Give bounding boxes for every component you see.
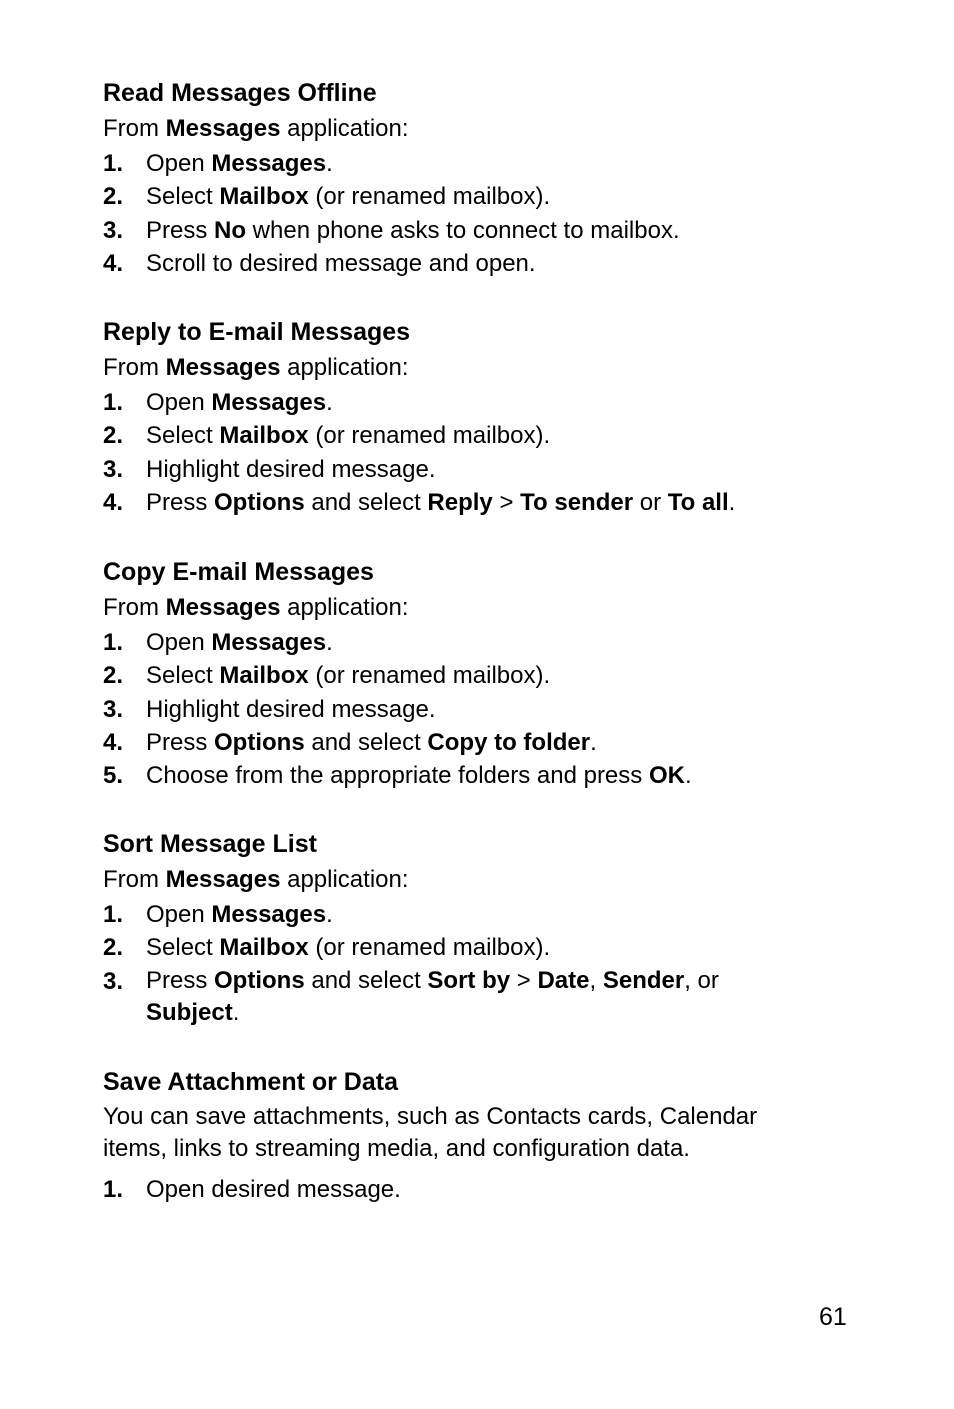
text-run: Open — [146, 150, 212, 177]
text-run: > — [492, 488, 521, 516]
step-text — [146, 729, 597, 756]
text-run: Select — [146, 183, 220, 211]
step-text — [146, 250, 536, 277]
bold-term: Messages — [165, 594, 281, 621]
text-run: application: — [280, 866, 409, 893]
step-item — [103, 759, 863, 792]
bold-term: Messages — [165, 115, 281, 142]
step-text — [146, 629, 333, 656]
step-text — [146, 489, 735, 516]
text-run: application: — [280, 115, 409, 142]
step-number: 4. — [103, 728, 124, 756]
step-item — [103, 247, 863, 280]
step-item — [103, 180, 863, 213]
step-number: 4. — [103, 249, 124, 277]
step-number: 3. — [103, 216, 124, 244]
step-list — [103, 147, 863, 280]
text-run: From — [103, 115, 166, 142]
step-number: 3. — [103, 695, 124, 723]
step-item — [103, 626, 863, 659]
step-text — [146, 965, 786, 1029]
text-run: Choose from the appropriate folders and press — [146, 762, 649, 790]
text-run: Open — [146, 389, 212, 416]
bold-term: To sender — [520, 488, 634, 516]
text-run: Select — [146, 934, 220, 962]
step-item — [103, 486, 863, 519]
section-heading: Reply to E-mail Messages — [103, 318, 411, 346]
step-item — [103, 693, 863, 726]
intro-paragraph — [103, 1101, 823, 1165]
step-text — [146, 422, 550, 449]
step-item — [103, 419, 863, 452]
step-text — [146, 696, 436, 723]
step-item — [103, 214, 863, 247]
step-item — [103, 726, 863, 759]
step-text — [146, 183, 550, 210]
step-text — [146, 762, 692, 789]
text-run: Open desired message. — [146, 1176, 401, 1203]
step-item — [103, 965, 863, 1029]
step-item — [103, 659, 863, 692]
text-run: . — [326, 901, 333, 928]
step-number: 2. — [103, 662, 124, 690]
section-sort-message-list — [103, 829, 863, 1029]
text-run: . — [326, 150, 333, 177]
text-run: and select — [304, 728, 428, 756]
bold-term: Mailbox — [219, 662, 309, 690]
text-run: when phone asks to connect to mailbox. — [246, 216, 680, 244]
text-run: or — [633, 488, 668, 516]
step-list — [103, 1173, 863, 1206]
bold-term: Mailbox — [219, 183, 309, 211]
text-run: Highlight desired message. — [146, 455, 436, 483]
step-item — [103, 1173, 863, 1206]
text-run: , or — [684, 966, 719, 994]
text-run: Press — [146, 216, 215, 244]
intro-line — [103, 351, 863, 384]
text-run: Select — [146, 422, 220, 450]
step-number: 2. — [103, 183, 124, 211]
bold-term: To all — [667, 488, 729, 516]
step-list — [103, 386, 863, 519]
bold-term: Mailbox — [219, 934, 309, 962]
bold-term: Messages — [211, 150, 327, 177]
bold-term: Messages — [211, 629, 327, 656]
text-run: Press — [146, 728, 215, 756]
text-run: . — [590, 728, 597, 756]
intro-line — [103, 112, 863, 145]
text-run: . — [326, 629, 333, 656]
text-run: (or renamed mailbox). — [308, 934, 551, 962]
intro-line — [103, 863, 863, 896]
step-number: 1. — [103, 150, 124, 177]
section-save-attachment-or-data — [103, 1067, 863, 1206]
bold-term: Messages — [165, 354, 281, 381]
step-text — [146, 1176, 401, 1203]
text-run: From — [103, 354, 166, 381]
step-list — [103, 898, 863, 1029]
text-run: From — [103, 866, 166, 893]
section-heading: Sort Message List — [103, 830, 317, 858]
bold-term: Messages — [211, 389, 327, 416]
step-number: 1. — [103, 1176, 124, 1203]
step-text — [146, 934, 550, 961]
step-number: 3. — [103, 967, 124, 995]
step-number: 1. — [103, 629, 124, 656]
step-text — [146, 901, 333, 928]
text-run: (or renamed mailbox). — [308, 662, 551, 690]
bold-term: Reply — [427, 488, 493, 516]
bold-term: Options — [214, 728, 305, 756]
bold-term: Sort by — [427, 966, 511, 994]
bold-term: Copy to folder — [427, 728, 591, 756]
text-run: application: — [280, 594, 409, 621]
text-run: (or renamed mailbox). — [308, 183, 551, 211]
step-item — [103, 898, 863, 931]
bold-term: Sender — [602, 966, 685, 994]
text-run: , — [589, 966, 603, 994]
step-list — [103, 626, 863, 792]
bold-term: No — [214, 216, 247, 244]
step-number: 2. — [103, 422, 124, 450]
text-run: Open — [146, 901, 212, 928]
text-run: You can save attachments, such as Contacts cards, Calendar items, links to streaming media, and configuration data. — [103, 1103, 758, 1162]
step-text — [146, 662, 550, 689]
bold-term: Date — [537, 966, 590, 994]
text-run: . — [684, 762, 692, 790]
page-number: 61 — [819, 1303, 847, 1331]
section-reply-to-email-messages — [103, 317, 863, 519]
bold-term: Options — [214, 488, 305, 516]
text-run: Press — [146, 488, 215, 516]
text-run: and select — [304, 966, 428, 994]
text-run: > — [510, 966, 538, 994]
text-run: application: — [280, 354, 409, 381]
step-text — [146, 150, 333, 177]
section-copy-email-messages — [103, 557, 863, 792]
step-number: 2. — [103, 934, 124, 962]
section-read-messages-offline — [103, 78, 863, 280]
step-item — [103, 453, 863, 486]
step-number: 1. — [103, 901, 124, 928]
step-number: 4. — [103, 488, 124, 516]
section-heading: Copy E-mail Messages — [103, 558, 374, 586]
text-run: From — [103, 594, 166, 621]
step-item — [103, 147, 863, 180]
step-text — [146, 456, 436, 483]
step-number: 5. — [103, 762, 124, 790]
text-run: Scroll to desired message and open. — [146, 249, 536, 277]
text-run: . — [326, 389, 333, 416]
bold-term: Messages — [211, 901, 327, 928]
step-item — [103, 931, 863, 964]
text-run: . — [232, 998, 240, 1026]
step-number: 1. — [103, 389, 124, 416]
step-text — [146, 389, 333, 416]
step-text — [146, 217, 680, 244]
section-heading: Save Attachment or Data — [103, 1068, 398, 1096]
intro-line — [103, 591, 863, 624]
bold-term: Subject — [146, 998, 233, 1026]
text-run: . — [728, 488, 736, 516]
bold-term: Options — [214, 966, 305, 994]
step-item — [103, 386, 863, 419]
text-run: Open — [146, 629, 212, 656]
text-run: Select — [146, 662, 220, 690]
bold-term: Messages — [165, 866, 281, 893]
text-run: Press — [146, 966, 215, 994]
text-run: and select — [304, 488, 428, 516]
step-number: 3. — [103, 455, 124, 483]
text-run: Highlight desired message. — [146, 695, 436, 723]
bold-term: Mailbox — [219, 422, 309, 450]
text-run: (or renamed mailbox). — [308, 422, 551, 450]
section-heading: Read Messages Offline — [103, 79, 377, 107]
bold-term: OK — [648, 762, 685, 790]
